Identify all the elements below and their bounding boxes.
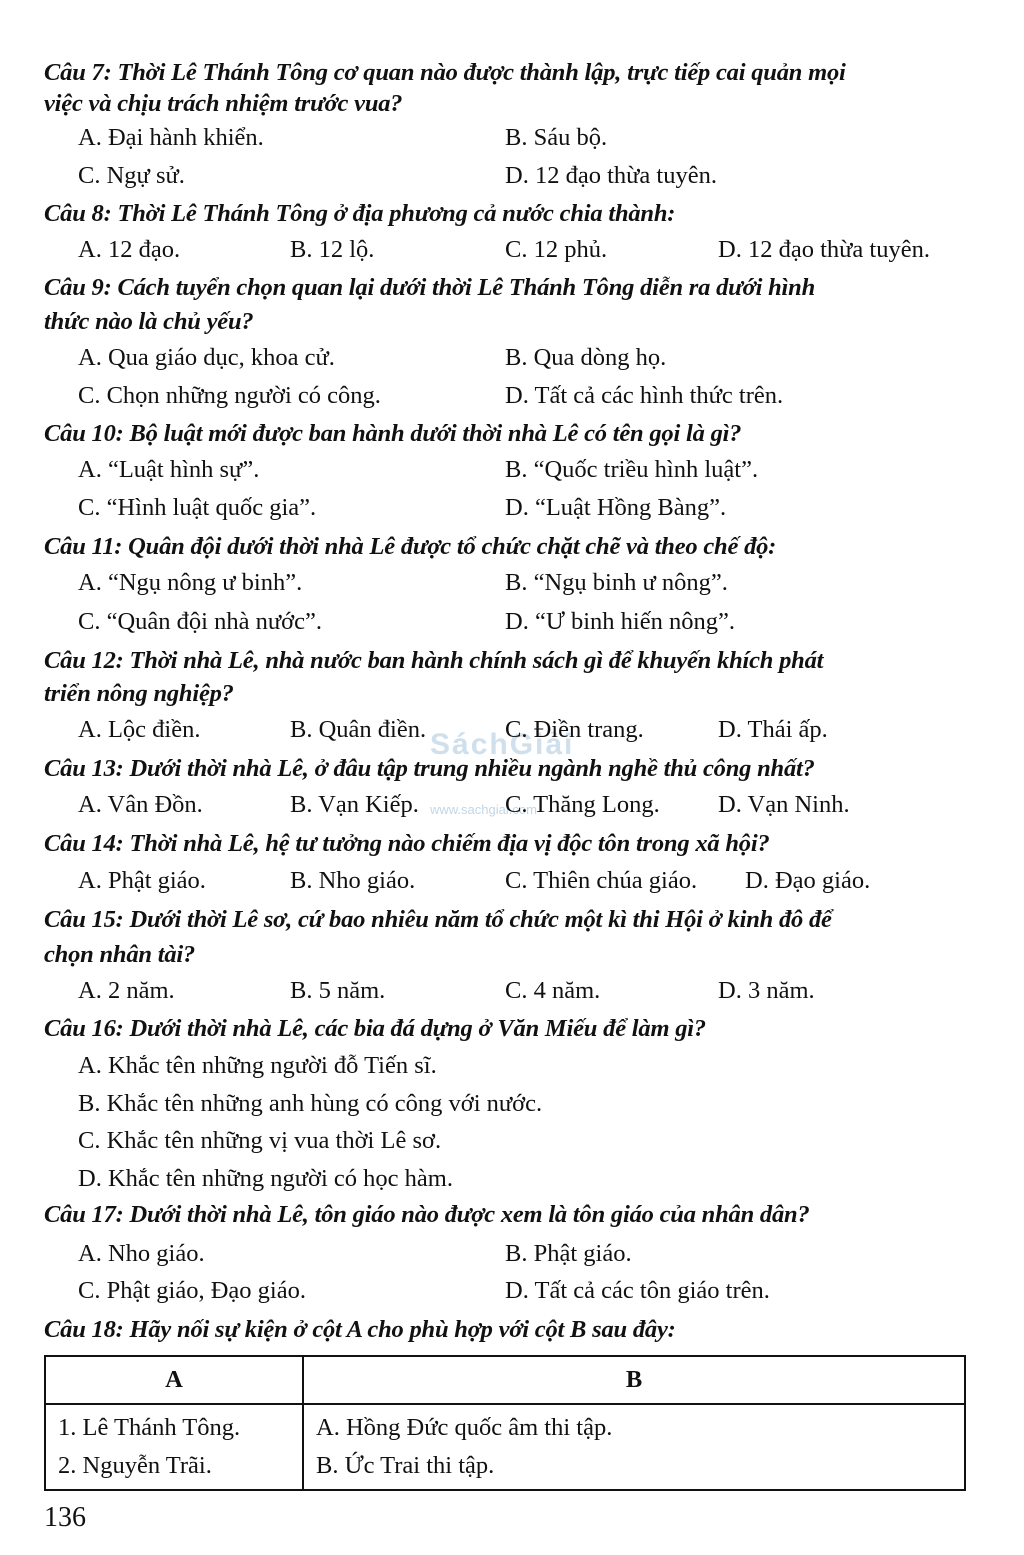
q7-option-d: D. 12 đạo thừa tuyên. [505,162,717,189]
question-10-line-1: Câu 10: Bộ luật mới được ban hành dưới thời nhà Lê có tên gọi là gì? [44,420,742,447]
q7-option-b: B. Sáu bộ. [505,124,608,151]
matching-table-header-row [45,1356,965,1404]
column-a-item-2: 2. Nguyễn Trãi. [58,1452,212,1479]
q11-option-d: D. “Ư binh hiến nông”. [505,608,735,635]
q11-option-b: B. “Ngụ binh ư nông”. [505,569,728,596]
q14-option-d: D. Đạo giáo. [745,867,871,894]
q16-option-a: A. Khắc tên những người đỗ Tiến sĩ. [78,1052,437,1079]
q8-option-b: B. 12 lộ. [290,236,375,263]
q8-option-c: C. 12 phủ. [505,236,608,263]
q11-option-a: A. “Ngụ nông ư binh”. [78,569,303,596]
q13-option-b: B. Vạn Kiếp. [290,791,419,818]
q9-option-d: D. Tất cả các hình thức trên. [505,382,784,409]
question-14-line-1: Câu 14: Thời nhà Lê, hệ tư tưởng nào chiếm địa vị độc tôn trong xã hội? [44,830,770,857]
q13-option-c: C. Thăng Long. [505,791,660,818]
question-9-line-1: Câu 9: Cách tuyển chọn quan lại dưới thời Lê Thánh Tông diễn ra dưới hình [44,274,815,301]
q15-option-a: A. 2 năm. [78,977,175,1004]
q16-option-b: B. Khắc tên những anh hùng có công với nước. [78,1090,543,1117]
question-11-line-1: Câu 11: Quân đội dưới thời nhà Lê được tổ chức chặt chẽ và theo chế độ: [44,533,777,560]
question-7-line-1: Câu 7: Thời Lê Thánh Tông cơ quan nào được thành lập, trực tiếp cai quản mọi [44,59,846,86]
q14-option-b: B. Nho giáo. [290,867,416,894]
q9-option-c: C. Chọn những người có công. [78,382,381,409]
q13-option-a: A. Vân Đồn. [78,791,203,818]
column-b-header: B [303,1356,965,1404]
q15-option-b: B. 5 năm. [290,977,386,1004]
question-12-line-1: Câu 12: Thời nhà Lê, nhà nước ban hành chính sách gì để khuyến khích phát [44,647,824,674]
q12-option-b: B. Quân điền. [290,716,427,743]
q10-option-a: A. “Luật hình sự”. [78,456,260,483]
q17-option-d: D. Tất cả các tôn giáo trên. [505,1277,770,1304]
question-18-line-1: Câu 18: Hãy nối sự kiện ở cột A cho phù hợp với cột B sau đây: [44,1316,676,1343]
question-9-line-2: thức nào là chủ yếu? [44,308,254,335]
q16-option-c: C. Khắc tên những vị vua thời Lê sơ. [78,1127,442,1154]
column-b-item-1: A. Hồng Đức quốc âm thi tập. [316,1414,613,1441]
watermark-url: www.sachgiai.com [430,802,537,817]
column-a-cell [45,1404,303,1490]
matching-table-row [45,1404,965,1490]
question-8-line-1: Câu 8: Thời Lê Thánh Tông ở địa phương cả nước chia thành: [44,200,676,227]
question-15-line-1: Câu 15: Dưới thời Lê sơ, cứ bao nhiêu năm tổ chức một kì thi Hội ở kinh đô để [44,906,832,933]
page-number: 136 [44,1502,86,1533]
column-b-cell [303,1404,965,1490]
watermark-logo: SáchGiải [430,728,575,761]
q16-option-d: D. Khắc tên những người có học hàm. [78,1165,453,1192]
column-a-header: A [45,1356,303,1404]
q17-option-b: B. Phật giáo. [505,1240,632,1267]
question-12-line-2: triển nông nghiệp? [44,680,234,707]
q12-option-a: A. Lộc điền. [78,716,201,743]
q13-option-d: D. Vạn Ninh. [718,791,850,818]
column-b-item-2: B. Ức Trai thi tập. [316,1452,495,1479]
question-13-line-1: Câu 13: Dưới thời nhà Lê, ở đâu tập trung nhiều ngành nghề thủ công nhất? [44,755,815,782]
q17-option-c: C. Phật giáo, Đạo giáo. [78,1277,306,1304]
q15-option-c: C. 4 năm. [505,977,601,1004]
question-17-line-1: Câu 17: Dưới thời nhà Lê, tôn giáo nào được xem là tôn giáo của nhân dân? [44,1201,810,1228]
q11-option-c: C. “Quân đội nhà nước”. [78,608,322,635]
question-15-line-2: chọn nhân tài? [44,941,196,968]
q8-option-a: A. 12 đạo. [78,236,181,263]
q12-option-c: C. Điền trang. [505,716,644,743]
q10-option-b: B. “Quốc triều hình luật”. [505,456,759,483]
q10-option-d: D. “Luật Hồng Bàng”. [505,494,727,521]
q9-option-b: B. Qua dòng họ. [505,344,667,371]
q9-option-a: A. Qua giáo dục, khoa cử. [78,344,335,371]
question-7-line-2: việc và chịu trách nhiệm trước vua? [44,90,403,117]
q10-option-c: C. “Hình luật quốc gia”. [78,494,317,521]
q14-option-a: A. Phật giáo. [78,867,206,894]
matching-table [44,1355,966,1491]
q7-option-c: C. Ngự sử. [78,162,185,189]
q17-option-a: A. Nho giáo. [78,1240,205,1267]
column-a-item-1: 1. Lê Thánh Tông. [58,1414,241,1441]
q7-option-a: A. Đại hành khiển. [78,124,264,151]
q14-option-c: C. Thiên chúa giáo. [505,867,698,894]
question-16-line-1: Câu 16: Dưới thời nhà Lê, các bia đá dựng ở Văn Miếu để làm gì? [44,1015,706,1042]
q12-option-d: D. Thái ấp. [718,716,828,743]
q8-option-d: D. 12 đạo thừa tuyên. [718,236,930,263]
q15-option-d: D. 3 năm. [718,977,815,1004]
